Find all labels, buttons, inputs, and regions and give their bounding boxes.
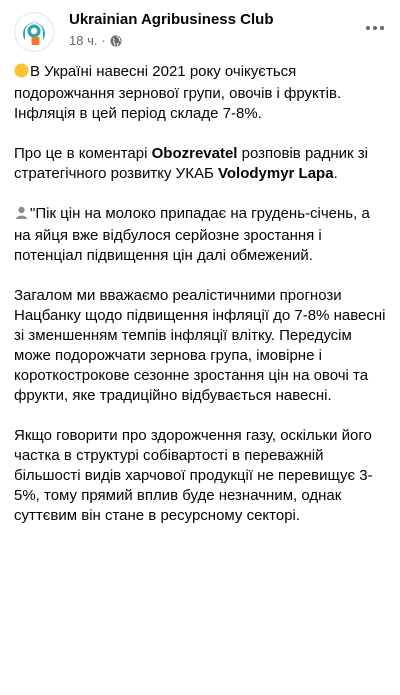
- paragraph-1: В Україні навесні 2021 року очікується подорожчання зернової групи, овочів і фруктів. Інфляція в цей період складе 7-8%.: [14, 63, 342, 122]
- more-options-icon[interactable]: [360, 16, 390, 40]
- mention-obozrevatel[interactable]: Obozrevatel: [151, 145, 238, 162]
- meta-separator: ·: [101, 33, 106, 48]
- post-meta: [69, 33, 122, 48]
- paragraph-5: Якщо говорити про здорожчення газу, оскільки його частка в структурі собівартості в переважній більшості видів харчової продукції не перевищує 3-5%, тому прямий вплив буде незначним, однак суттєвим він стане в ресурсному секторі.: [14, 427, 373, 524]
- page-avatar[interactable]: [14, 12, 54, 52]
- mention-volodymyr-lapa[interactable]: Volodymyr Lapa: [217, 165, 334, 182]
- post-text: [14, 62, 386, 546]
- paragraph-3: "Пік цін на молоко припадає на грудень-січень, а на яйця вже відбулося серйозне зростання і потенціал підвищення цін далі обмежений.: [14, 205, 370, 264]
- uacl-logo-icon: [14, 12, 54, 52]
- page-name-link[interactable]: Ukrainian Agribusiness Club: [69, 11, 274, 28]
- paragraph-2: Про це в коментарі Obozrevatel розповів радник зі стратегічного розвитку УКАБ Volodymyr Lapa.: [14, 145, 368, 182]
- post-header: [14, 10, 390, 54]
- post-timestamp[interactable]: 18 ч.: [69, 33, 98, 48]
- yellow-circle-icon: [14, 63, 29, 84]
- bust-silhouette-icon: [14, 205, 29, 226]
- globe-icon[interactable]: [110, 35, 122, 47]
- paragraph-4: Загалом ми вважаємо реалістичними прогнози Нацбанку щодо підвищення інфляції до 7-8% навесні зі зменшенням темпів інфляції влітку. Передусім може подорожчати зернова група, імовірне і короткострокове сезонне зростання цін на овочі та фрукти, яке традиційно відбувається навесні.: [14, 287, 386, 404]
